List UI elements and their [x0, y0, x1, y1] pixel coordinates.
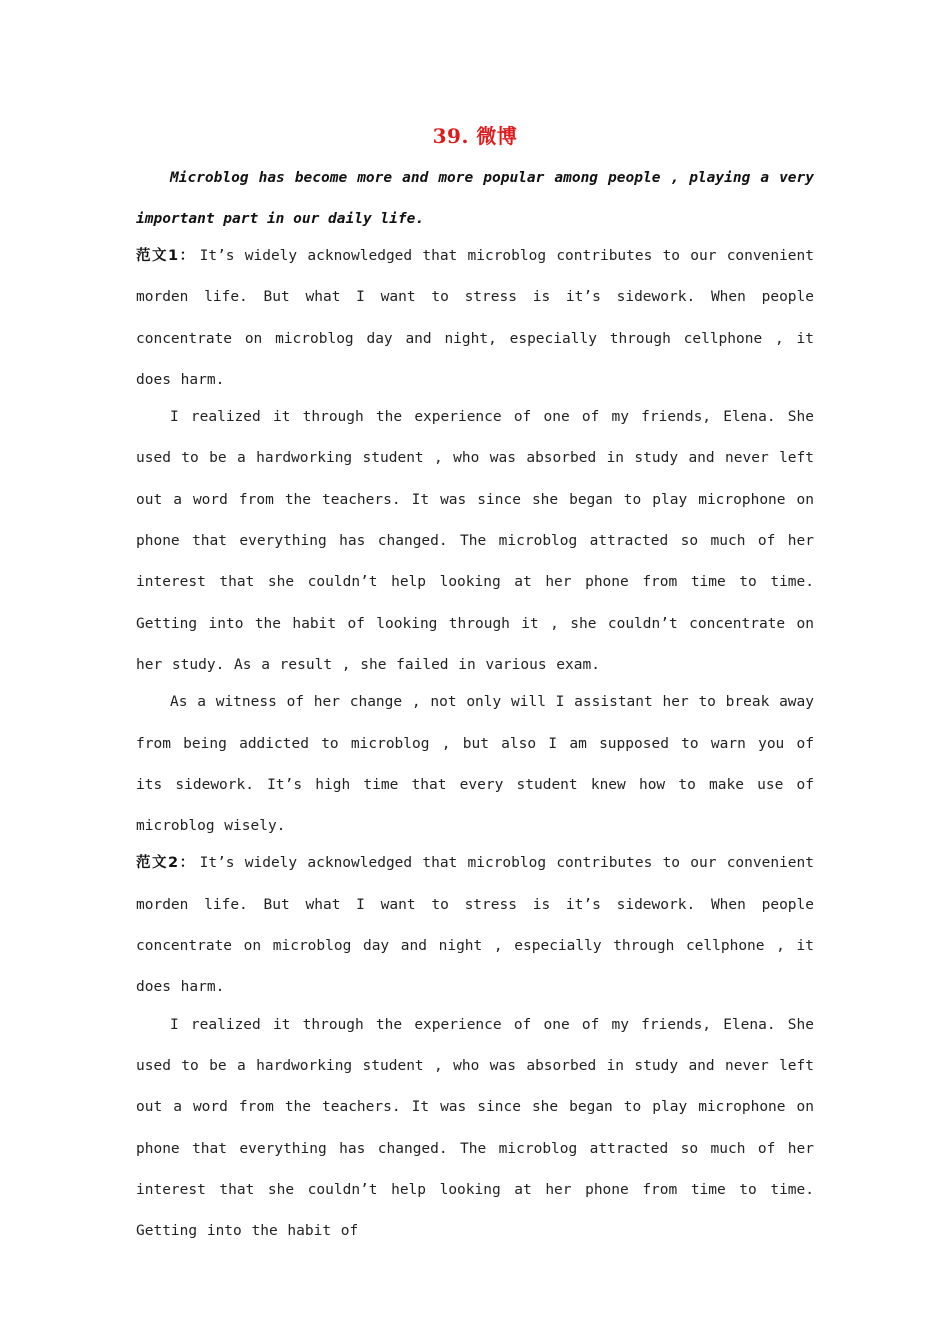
- page-title: 39. 微博: [432, 124, 518, 148]
- essay-1-paragraph-1: [136, 236, 814, 401]
- essay-1-label: 范文1：: [136, 248, 196, 264]
- essay-2-label: 范文2：: [136, 855, 196, 872]
- essay-2-paragraph-2: I realized it through the experience of one of my friends, Elena. She used to be a hardworking student , who was absorbed in study and never left out a word from the teachers. It was since she began to play microphone on phone that everything has changed. The microblog attracted so much of her interest that she couldn’t help looking at her phone from time to time. Getting into the habit of: [136, 1016, 814, 1240]
- essay-2: [136, 843, 814, 1252]
- essay-2-paragraph-1: [136, 843, 814, 1008]
- essay-1-paragraph-1-text: It’s widely acknowledged that microblog contributes to our convenient morden life. But what I want to stress is it’s sidework. When people concentrate on microblog day and night, especially through cellphone , it does harm.: [136, 248, 814, 388]
- essay-prompt: Microblog has become more and more popular among people , playing a very important part in our daily life.: [136, 170, 814, 227]
- essay-2-paragraph-1-text: It’s widely acknowledged that microblog contributes to our convenient morden life. But what I want to stress is it’s sidework. When people concentrate on microblog day and night , especially through cellphone , it does harm.: [136, 855, 814, 996]
- essay-1-paragraph-3: As a witness of her change , not only will I assistant her to break away from being addicted to microblog , but also I am supposed to warn you of its sidework. It’s high time that every student knew how to make use of microblog wisely.: [136, 694, 814, 835]
- essay-1-paragraph-2: I realized it through the experience of one of my friends, Elena. She used to be a hardworking student , who was absorbed in study and never left out a word from the teachers. It was since she began to play microphone on phone that everything has changed. The microblog attracted so much of her interest that she couldn’t help looking at her phone from time to time. Getting into the habit of looking through it , she couldn’t concentrate on her study. As a result , she failed in various exam.: [136, 409, 814, 673]
- essay-1: [136, 236, 814, 847]
- document-page: [136, 118, 814, 1252]
